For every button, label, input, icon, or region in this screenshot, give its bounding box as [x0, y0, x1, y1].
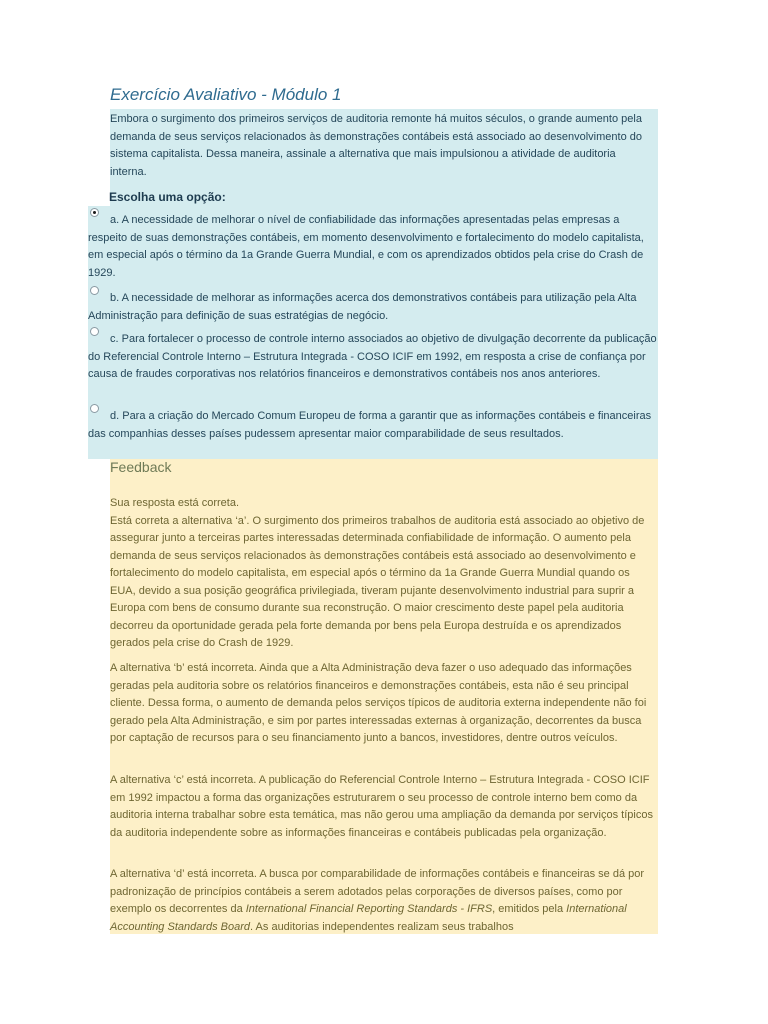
feedback-result: Sua resposta está correta.	[110, 497, 240, 509]
feedback-paragraph-b: A alternativa ‘b’ está incorreta. Ainda que a Alta Administração deva fazer o uso adequado das informações geradas pela auditoria sobre os relatórios financeiros e demonstrações contábeis, esta não é seu principal cliente. Dessa forma, o aumento de demanda pelos serviços típicos de auditoria externa independente não foi gerado pela Alta Administração, e sim por partes interessadas externas à organização, decorrentes da busca por captação de recursos para o seu financiamento junto a bancos, investidores, dentre outros veículos.	[110, 662, 647, 744]
feedback-paragraph-c: A alternativa ‘c’ está incorreta. A publicação do Referencial Controle Interno – Estrutura Integrada - COSO ICIF em 1992 impactou a forma das organizações estruturarem o seu processo de controle interno bem como da auditoria interna trabalhar sobre esta temática, mas não gerou uma ampliação da demanda por serviços típicos da auditoria independente sobre as informações financeiras e contábeis publicadas pela organização.	[110, 774, 653, 839]
feedback-paragraph-d	[110, 866, 658, 936]
feedback-paragraph-correct	[110, 495, 658, 653]
feedback-d-part2: , emitidos pela	[492, 903, 567, 915]
page-title: Exercício Avaliativo - Módulo 1	[110, 85, 342, 104]
choose-label: Escolha uma opção:	[109, 190, 226, 204]
question-text: Embora o surgimento dos primeiros serviços de auditoria remonte há muitos séculos, o grande aumento pela demanda de seus serviços relacionados às demonstrações contábeis está associado ao desenvolvimento do sistema capitalista. Dessa maneira, assinale a alternativa que mais impulsionou a atividade de auditoria interna.	[110, 113, 642, 178]
option-b-text[interactable]: b. A necessidade de melhorar as informações acerca dos demonstrativos contábeis para utilização pela Alta Administração para definição de suas estratégias de negócio.	[88, 292, 637, 322]
feedback-d-iasb: International Accounting Standards Board	[110, 903, 627, 933]
feedback-d-part3: . As auditorias independentes realizam seus trabalhos	[250, 920, 514, 933]
option-d-text[interactable]: d. Para a criação do Mercado Comum Europeu de forma a garantir que as informações contábeis e financeiras das companhias desses países pudessem apresentar maior comparabilidade de seus resultados.	[88, 410, 652, 440]
panel-margin	[88, 109, 110, 206]
feedback-explanation-a: Está correta a alternativa ‘a’. O surgimento dos primeiros trabalhos de auditoria está associado ao objetivo de assegurar junto a terceiras partes interessadas determinada confiabilidade de informação. O aumento pela demanda de seus serviços relacionados às demonstrações contábeis está associado ao desenvolvimento e fortalecimento do modelo capitalista, em especial após o término da 1a Grande Guerra Mundial quando os EUA, devido a sua posição geográfica privilegiada, tiveram pujante desenvolvimento industrial para suprir a Europa com bens de consumo durante sua reconstrução. O maior crescimento deste papel pela auditoria decorreu da oportunidade gerada pela forte demanda por bens pela Europa destruída e os aprendizados gerados pela crise do Crash de 1929.	[110, 514, 645, 649]
option-c-text[interactable]: c. Para fortalecer o processo de controle interno associados ao objetivo de divulgação decorrente da publicação do Referencial Controle Interno – Estrutura Integrada - COSO ICIF em 1992, em resposta a crise de confiança por causa de fraudes corporativas nos relatórios financeiros e demonstrativos contábeis nos anos anteriores.	[88, 333, 657, 380]
feedback-title: Feedback	[110, 459, 172, 475]
option-a-text[interactable]: a. A necessidade de melhorar o nível de confiabilidade das informações apresentadas pelas empresas a respeito de suas demonstrações contábeis, em momento desenvolvimento e fortalecimento do modelo capitalista, em especial após o término da 1a Grande Guerra Mundial, e com os aprendizados obtidos pela crise do Crash de 1929.	[88, 214, 644, 279]
feedback-d-ifrs: International Financial Reporting Standards - IFRS	[245, 903, 493, 915]
feedback-d-part1: A alternativa ‘d’ está incorreta. A busca por comparabilidade de informações contábeis e financeiras se dá por padronização de princípios contábeis a serem adotados pelas corporações de diversos países, como por exemplo os decorrentes da	[110, 868, 645, 915]
